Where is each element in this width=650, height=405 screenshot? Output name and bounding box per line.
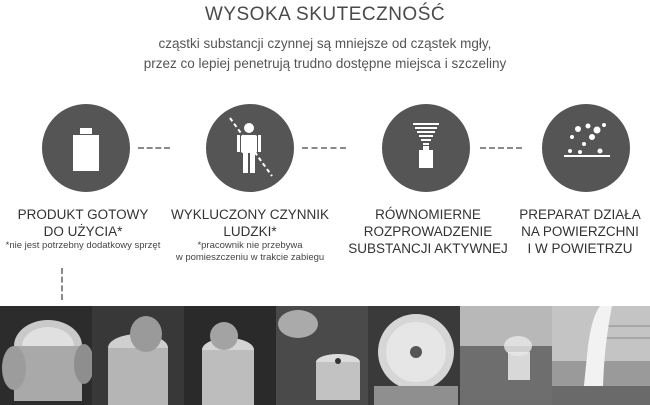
hands-opening-can-photo <box>0 306 92 405</box>
feature-note-ready-line1: *nie jest potrzebny dodatkowy sprzęt <box>5 240 161 251</box>
feature-title-no-human-line2: LUDZKI* <box>223 224 277 239</box>
feature-circle-surface-air <box>542 104 630 192</box>
feature-title-ready-line2: DO UŻYCIA* <box>43 224 123 239</box>
feature-note-ready <box>0 240 166 252</box>
feature-title-ready-line1: PRODUKT GOTOWY <box>17 207 149 222</box>
connector-dash-2 <box>302 147 346 149</box>
feature-title-ready <box>0 206 166 240</box>
can-lid-closeup-photo <box>368 306 460 405</box>
feature-title-surface-air-line3: I W POWIETRZU <box>527 241 633 256</box>
hand-on-can-photo <box>184 306 276 405</box>
photo-strip <box>0 306 650 405</box>
hand-pressing-lid-photo <box>92 306 184 405</box>
feature-title-no-human <box>160 206 340 240</box>
feature-title-distribution <box>340 206 516 257</box>
can-on-floor-photo <box>276 306 368 405</box>
feature-title-distribution-line1: RÓWNOMIERNE <box>375 207 481 222</box>
vertical-connector-dash <box>61 268 63 300</box>
feature-circle-no-human <box>206 104 294 192</box>
feature-title-surface-air-line2: NA POWIERZCHNI <box>521 224 639 239</box>
smoking-can-photo <box>460 306 552 405</box>
canister-icon <box>42 104 130 192</box>
feature-title-distribution-line3: SUBSTANCJI AKTYWNEJ <box>348 241 508 256</box>
connector-dash-3 <box>480 147 522 149</box>
feature-note-no-human <box>160 240 340 264</box>
fog-spread-icon <box>382 104 470 192</box>
subtitle-line-1: cząstki substancji czynnej są mniejsze od cząstek mgły, <box>158 36 492 51</box>
subtitle-line-2: przez co lepiej penetrują trudno dostępne miejsca i szczeliny <box>143 56 507 71</box>
particles-surface-icon <box>542 104 630 192</box>
feature-title-no-human-line1: WYKLUCZONY CZYNNIK <box>170 207 330 222</box>
feature-note-no-human-line1: *pracownik nie przebywa <box>197 240 303 251</box>
crossed-person-icon <box>206 104 294 192</box>
feature-title-surface-air <box>510 206 650 257</box>
feature-circle-ready <box>42 104 130 192</box>
page-title: WYSOKA SKUTECZNOŚĆ <box>204 4 446 25</box>
feature-title-distribution-line2: ROZPROWADZENIE <box>363 224 493 239</box>
feature-circle-distribution <box>382 104 470 192</box>
feature-note-no-human-line2: w pomieszczeniu w trakcie zabiegu <box>175 252 325 263</box>
fog-cloud-photo <box>552 306 650 405</box>
connector-dash-1 <box>138 147 170 149</box>
feature-title-surface-air-line1: PREPARAT DZIAŁA <box>519 207 641 222</box>
